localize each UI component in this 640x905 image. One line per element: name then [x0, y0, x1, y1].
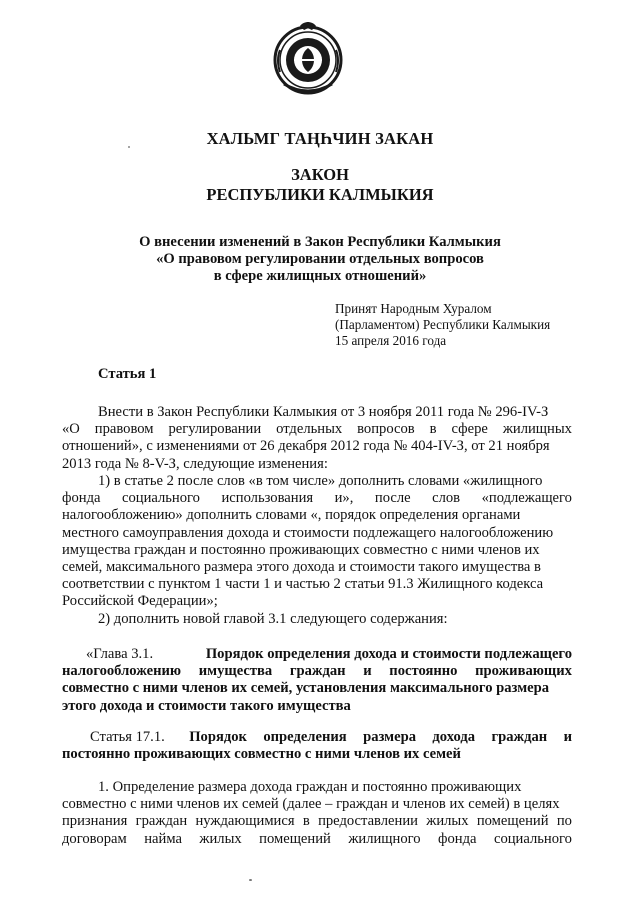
text-line: соответствии с пунктом 1 части 1 и частью 2 статьи 91.3 Жилищного кодекса	[62, 576, 544, 593]
text-line-justified	[62, 813, 572, 830]
word: правовом	[94, 421, 154, 438]
coat-of-arms-kalmykia-icon	[270, 20, 346, 96]
word: и	[363, 663, 372, 680]
word: признания	[62, 813, 128, 830]
text-line: отношений», с изменениями от 26 декабря 2012 года № 404-IV-З, от 21 ноября	[62, 438, 550, 455]
article-1-heading: Статья 1	[98, 366, 157, 382]
text-line-justified	[62, 663, 572, 680]
word: имущества	[198, 663, 273, 680]
word: постоянно	[389, 663, 458, 680]
word: вопросов	[357, 421, 415, 438]
text-line: Российской Федерации»;	[62, 593, 218, 610]
clause-1	[62, 779, 572, 848]
text-line-justified	[62, 831, 572, 848]
word: жилищных	[502, 421, 572, 438]
word: в	[302, 813, 310, 830]
text-line: семей, максимального размера этого дохода и стоимости такого имущества в	[62, 559, 541, 576]
word: сфере	[451, 421, 488, 438]
word: жилых	[199, 830, 242, 847]
word: найма	[144, 830, 182, 847]
article-1-paragraph-3	[62, 611, 572, 628]
article-17-1-word: дохода	[432, 729, 476, 745]
subject-line2: «О правовом регулировании отдельных вопросов	[156, 251, 484, 267]
text-line: 1) в статье 2 после слов «в том числе» дополнить словами «жилищного	[98, 473, 543, 489]
chapter-line1	[62, 646, 572, 663]
text-line: местного самоуправления дохода и стоимости подлежащего налогообложению	[62, 524, 554, 541]
word: помещений	[476, 813, 549, 830]
word: помещений	[259, 830, 331, 847]
word: жилых	[426, 813, 469, 830]
adoption-line3: 15 апреля 2016 года	[335, 333, 447, 348]
article-17-1-prefix: Статья 17.1.	[90, 729, 165, 745]
adoption-line1: Принят Народным Хуралом	[335, 301, 492, 316]
word: проживающих	[475, 663, 572, 680]
word: использования	[221, 490, 314, 507]
word: отдельных	[276, 421, 343, 438]
law-title-line2: РЕСПУБЛИКИ КАЛМЫКИЯ	[206, 185, 434, 204]
article-1-paragraph-1	[62, 404, 572, 473]
chapter-3-1-heading	[62, 646, 572, 715]
article-17-1-word: определения	[263, 729, 347, 745]
text-line: 1. Определение размера дохода граждан и постоянно проживающих	[98, 779, 522, 795]
adoption-line2: (Парламентом) Республики Калмыкия	[335, 317, 551, 332]
word: и»,	[334, 490, 354, 507]
text-line: совместно с ними членов их семей (далее – граждан и членов их семей) в целях	[62, 796, 560, 813]
subject-line3: в сфере жилищных отношений»	[213, 268, 427, 284]
word: в	[429, 421, 437, 438]
word: слов	[432, 490, 461, 507]
chapter-title-start: Порядок определения дохода и стоимости подлежащего	[205, 646, 572, 662]
word: фонда	[438, 830, 477, 847]
text-line: 2013 года № 8-V-З, следующие изменения:	[62, 455, 328, 472]
article-17-1-word: и	[563, 729, 572, 745]
text-line: постоянно проживающих совместно с ними членов их семей	[62, 746, 461, 763]
text-line-justified	[62, 490, 572, 507]
article-17-1-word: граждан	[491, 729, 548, 745]
word: предоставлении	[318, 813, 418, 830]
article-17-1-word: размера	[363, 729, 417, 745]
law-title-line1: ЗАКОН	[291, 165, 349, 184]
law-subject	[0, 234, 640, 285]
word: социального	[493, 830, 572, 847]
word: социального	[121, 490, 200, 507]
word: после	[374, 490, 411, 507]
word: «подлежащего	[481, 490, 572, 507]
scan-speck	[249, 879, 252, 881]
chapter-prefix: «Глава 3.1.	[86, 646, 154, 662]
word: регулировании	[168, 421, 262, 438]
text-line-justified	[62, 421, 572, 438]
article-17-1-word: Порядок	[189, 729, 247, 745]
text-line: этого дохода и стоимости такого имущества	[62, 697, 351, 714]
word: по	[556, 813, 572, 830]
word: граждан	[135, 813, 188, 830]
kalmyk-title: ХАЛЬМГ ТАҢҺЧИН ЗАКАН	[206, 129, 434, 148]
word: жилищного	[348, 830, 421, 847]
text-line: совместно с ними членов их семей, установления максимального размера	[62, 680, 550, 697]
article-1-paragraph-2	[62, 473, 572, 611]
text-line: 2) дополнить новой главой 3.1 следующего содержания:	[98, 611, 448, 627]
article-17-1-heading	[62, 729, 572, 763]
word: нуждающимися	[195, 813, 295, 830]
word: «О	[62, 421, 80, 438]
text-line: налогообложению» дополнить словами «, порядок определения органами	[62, 507, 521, 524]
word: граждан	[289, 663, 346, 680]
word: налогообложению	[62, 663, 182, 680]
text-line: Внести в Закон Республики Калмыкия от 3 ноября 2011 года № 296-IV-З	[98, 404, 549, 420]
word: договорам	[62, 830, 127, 847]
subject-line1: О внесении изменений в Закон Республики Калмыкия	[139, 234, 501, 250]
text-line: имущества граждан и постоянно проживающих совместно с ними членов их	[62, 541, 540, 558]
article-17-1-line1	[62, 729, 572, 746]
law-title	[0, 165, 640, 205]
word: фонда	[62, 490, 101, 507]
adoption-note	[335, 301, 550, 349]
